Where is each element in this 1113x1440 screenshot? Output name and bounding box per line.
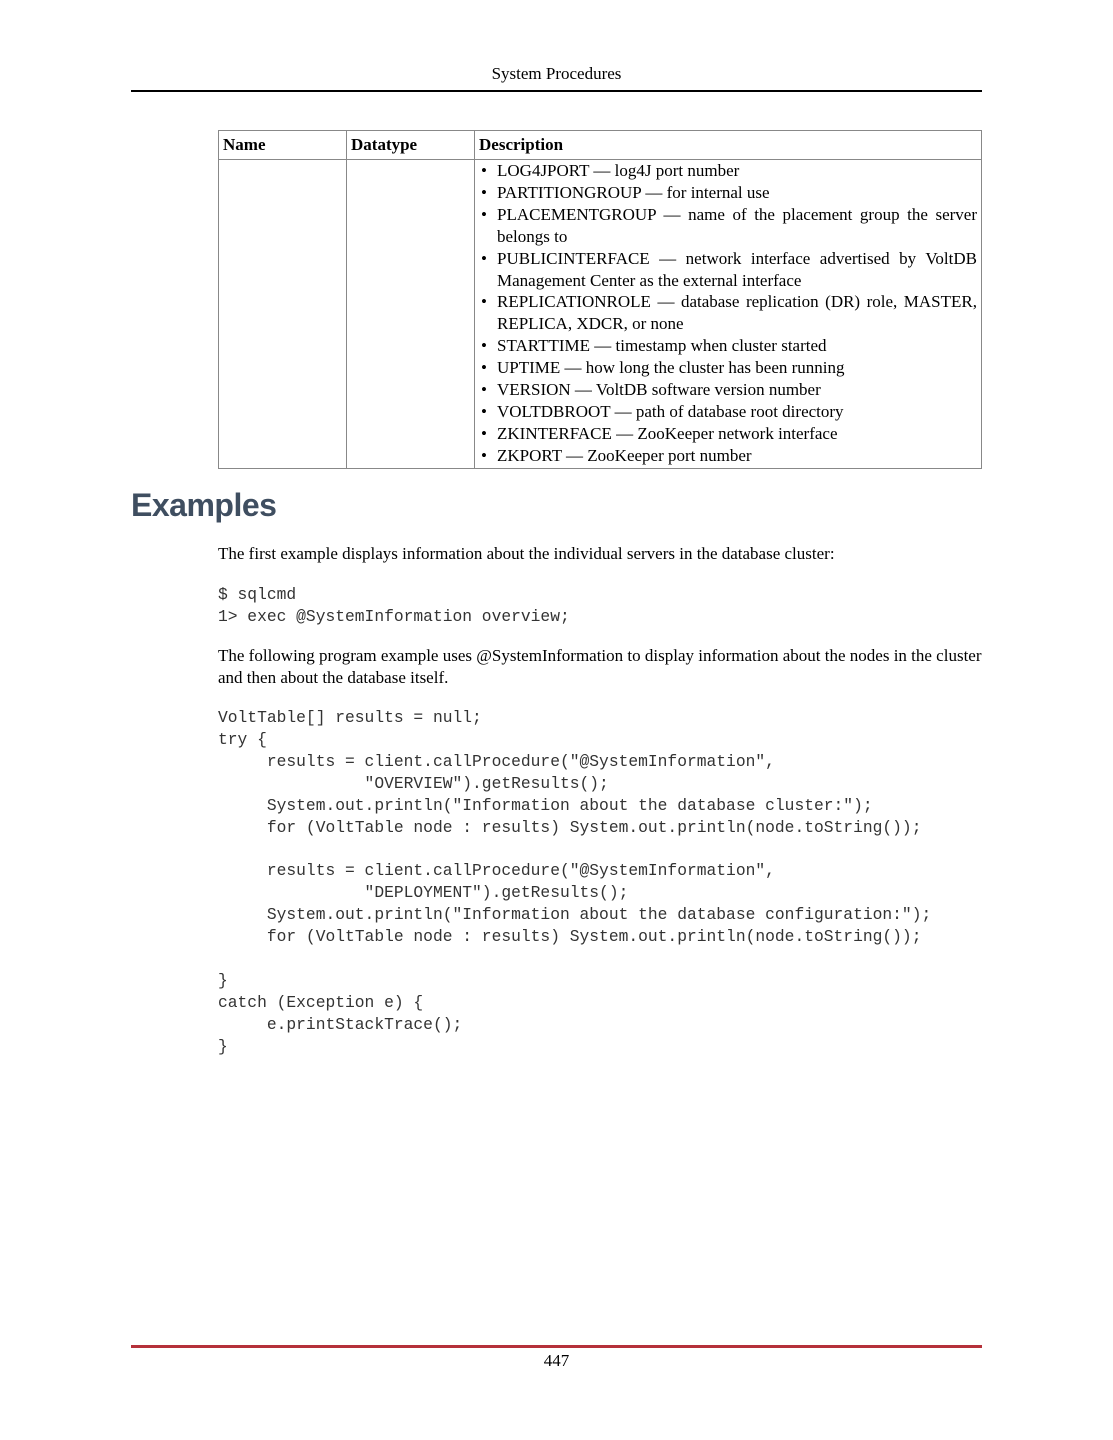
list-item-text: PUBLICINTERFACE — network interface advertised by VoltDB Management Center as the external interface (497, 248, 977, 290)
bullet-icon: • (481, 248, 487, 268)
description-list (479, 160, 977, 467)
list-item-text: ZKPORT — ZooKeeper port number (497, 445, 752, 465)
bullet-icon: • (481, 445, 487, 465)
list-item-text: PARTITIONGROUP — for internal use (497, 182, 770, 202)
bullet-icon: • (481, 423, 487, 443)
list-item (479, 423, 977, 445)
cell-description (475, 160, 982, 469)
column-header-datatype: Datatype (347, 131, 475, 160)
list-item (479, 445, 977, 467)
list-item (479, 248, 977, 292)
list-item (479, 401, 977, 423)
header-rule (131, 90, 982, 92)
page-number: 447 (543, 1351, 570, 1370)
list-item-text: VOLTDBROOT — path of database root directory (497, 401, 844, 421)
list-item (479, 379, 977, 401)
column-header-description: Description (475, 131, 982, 160)
column-header-name: Name (219, 131, 347, 160)
bullet-icon: • (481, 182, 487, 202)
list-item (479, 357, 977, 379)
table-row (219, 160, 982, 469)
bullet-icon: • (481, 204, 487, 224)
list-item (479, 160, 977, 182)
list-item (479, 291, 977, 335)
code-block-java: VoltTable[] results = null; try { results = client.callProcedure("@SystemInformation", "OVERVIEW").getResults(); System.out.println("Information about the database cluster:"); for (VoltTable node : results) System.out.println(node.toString()); results = client.callProcedure("@SystemInformation", "DEPLOYMENT").getResults(); System.out.println("Information about the database configuration:"); for (VoltTable node : results) System.out.println(node.toString()); } catch (Exception e) { e.printStackTrace(); } (218, 708, 932, 1056)
list-item-text: ZKINTERFACE — ZooKeeper network interface (497, 423, 838, 443)
fields-table (218, 130, 982, 469)
list-item-text: PLACEMENTGROUP — name of the placement group the server belongs to (497, 204, 977, 246)
list-item-text: REPLICATIONROLE — database replication (DR) role, MASTER, REPLICA, XDCR, or none (497, 292, 977, 334)
bullet-icon: • (481, 358, 487, 378)
section-heading-examples: Examples (131, 487, 277, 523)
footer-rule (131, 1345, 982, 1348)
code-block-sqlcmd: $ sqlcmd 1> exec @SystemInformation overview; (218, 585, 570, 626)
bullet-icon: • (481, 336, 487, 356)
bullet-icon: • (481, 161, 487, 180)
list-item (479, 182, 977, 204)
cell-name (219, 160, 347, 469)
bullet-icon: • (481, 401, 487, 421)
list-item (479, 335, 977, 357)
list-item-text: STARTTIME — timestamp when cluster started (497, 336, 827, 356)
bullet-icon: • (481, 380, 487, 400)
cell-datatype (347, 160, 475, 469)
running-header: System Procedures (491, 64, 622, 83)
table-header-row (219, 131, 982, 160)
example-intro-2: The following program example uses @SystemInformation to display information about the nodes in the cluster and then about the database itself. (218, 646, 982, 687)
list-item (479, 204, 977, 248)
list-item-text: VERSION — VoltDB software version number (497, 380, 821, 400)
list-item-text: UPTIME — how long the cluster has been running (497, 358, 845, 378)
list-item-text: LOG4JPORT — log4J port number (497, 161, 740, 180)
example-intro-1: The first example displays information about the individual servers in the database cluster: (218, 544, 835, 563)
bullet-icon: • (481, 292, 487, 312)
